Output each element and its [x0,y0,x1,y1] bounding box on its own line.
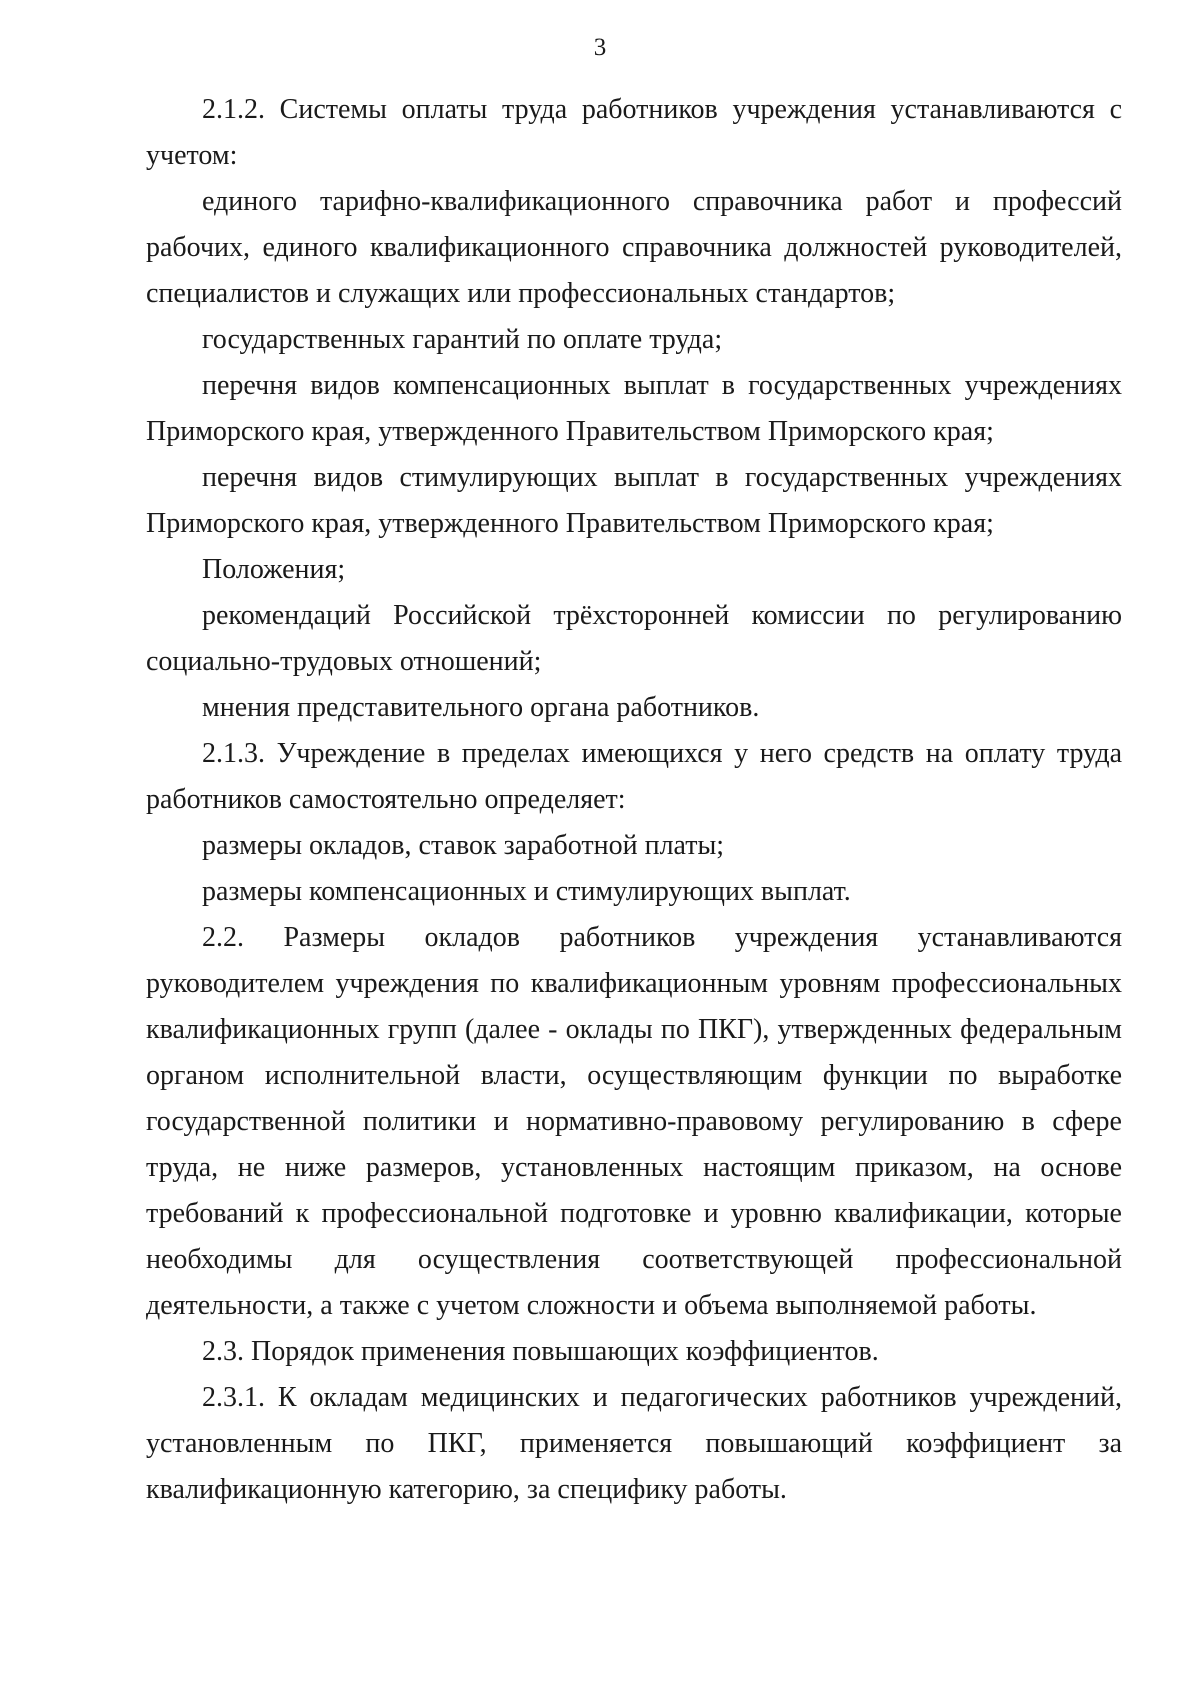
paragraph-incentive-list: перечня видов стимулирующих выплат в государственных учреждениях Приморского края, утвержденного Правительством Приморского края; [146,462,1122,539]
page-number: 3 [593,34,607,61]
paragraph-2-1-2: 2.1.2. Системы оплаты труда работников учреждения устанавливаются с учетом: [146,94,1122,171]
paragraph-2-3-1: 2.3.1. К окладам медицинских и педагогических работников учреждений, установленным по ПКГ, применяется повышающий коэффициент за квалификационную категорию, за специфику работы. [146,1382,1122,1505]
paragraph-regulation: Положения; [202,554,346,585]
paragraph-payment-sizes: размеры компенсационных и стимулирующих выплат. [202,876,851,907]
paragraph-commission-recommendations: рекомендаций Российской трёхсторонней комиссии по регулированию социально-трудовых отношений; [146,600,1122,677]
paragraph-2-3: 2.3. Порядок применения повышающих коэффициентов. [202,1336,879,1367]
paragraph-tariff-reference: единого тарифно-квалификационного справочника работ и профессий рабочих, единого квалификационного справочника должностей руководителей, специалистов и служащих или профессиональных стандартов; [146,186,1122,309]
paragraph-2-1-3: 2.1.3. Учреждение в пределах имеющихся у него средств на оплату труда работников самостоятельно определяет: [146,738,1122,815]
paragraph-compensation-list: перечня видов компенсационных выплат в государственных учреждениях Приморского края, утвержденного Правительством Приморского края; [146,370,1122,447]
document-body [146,87,1122,1513]
paragraph-salary-sizes: размеры окладов, ставок заработной платы; [202,830,725,861]
paragraph-state-guarantees: государственных гарантий по оплате труда; [202,324,723,355]
paragraph-2-2: 2.2. Размеры окладов работников учреждения устанавливаются руководителем учреждения по квалификационным уровням профессиональных квалификационных групп (далее - оклады по ПКГ), утвержденных федеральным органом исполнительной власти, осуществляющим функции по выработке государственной политики и нормативно-правовому регулированию в сфере труда, не ниже размеров, установленных настоящим приказом, на основе требований к профессиональной подготовке и уровню квалификации, которые необходимы для осуществления соответствующей профессиональной деятельности, а также с учетом сложности и объема выполняемой работы. [146,922,1122,1321]
paragraph-representative-opinion: мнения представительного органа работников. [202,692,760,723]
